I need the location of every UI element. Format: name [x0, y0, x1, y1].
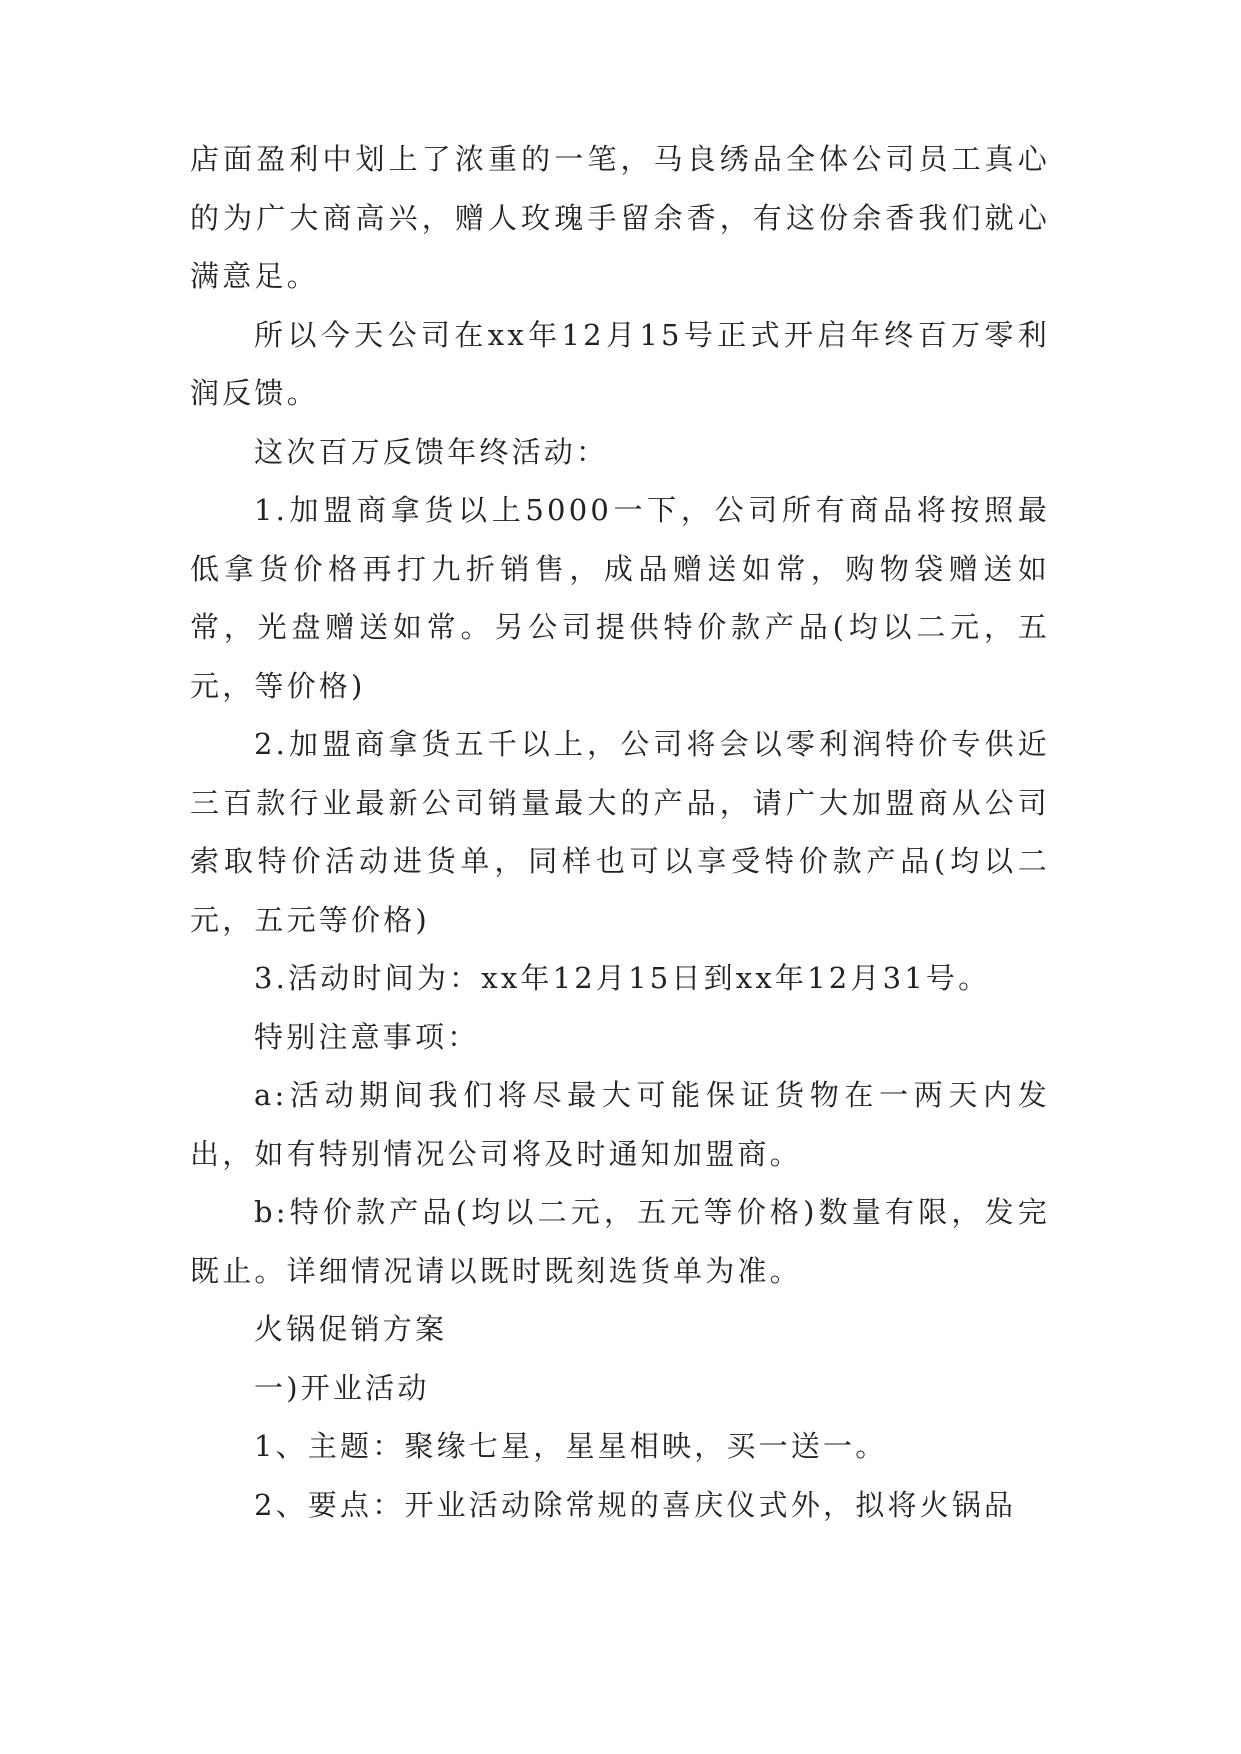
paragraph-announcement: 所以今天公司在xx年12月15号正式开启年终百万零利润反馈。: [190, 317, 1050, 410]
paragraph-section-title: 火锅促销方案: [254, 1312, 448, 1346]
paragraph-item-3: 3.活动时间为：xx年12月15日到xx年12月31号。: [254, 961, 991, 995]
paragraph-note-b: b:特价款产品(均以二元，五元等价格)数量有限，发完既止。详细情况请以既时既刻选货单为准。: [190, 1195, 1050, 1288]
paragraph-notes-heading: 特别注意事项：: [254, 1019, 480, 1054]
paragraph-item-1: 1.加盟商拿货以上5000一下，公司所有商品将按照最低拿货价格再打九折销售，成品赠送如常，购物袋赠送如常，光盘赠送如常。另公司提供特价款产品(均以二元，五元，等价格): [190, 493, 1050, 703]
paragraph-note-a: a:活动期间我们将尽最大可能保证货物在一两天内发出，如有特别情况公司将及时通知加盟商。: [190, 1078, 1050, 1171]
paragraph-item-2: 2.加盟商拿货五千以上，公司将会以零利润特价专供近三百款行业最新公司销量最大的产品，请广大加盟商从公司索取特价活动进货单，同样也可以享受特价款产品(均以二元，五元等价格): [190, 727, 1050, 937]
document-body: [190, 130, 1050, 1534]
paragraph-continuation: 店面盈利中划上了浓重的一笔，马良绣品全体公司员工真心的为广大商高兴，赠人玫瑰手留余香，有这份余香我们就心满意足。: [190, 142, 1050, 293]
paragraph-key-points: 2、要点：开业活动除常规的喜庆仪式外，拟将火锅品: [254, 1487, 1017, 1522]
paragraph-activity-heading: 这次百万反馈年终活动：: [254, 434, 609, 469]
paragraph-theme: 1、主题：聚缘七星，星星相映，买一送一。: [254, 1429, 888, 1463]
paragraph-subsection-title: 一)开业活动: [254, 1370, 430, 1405]
